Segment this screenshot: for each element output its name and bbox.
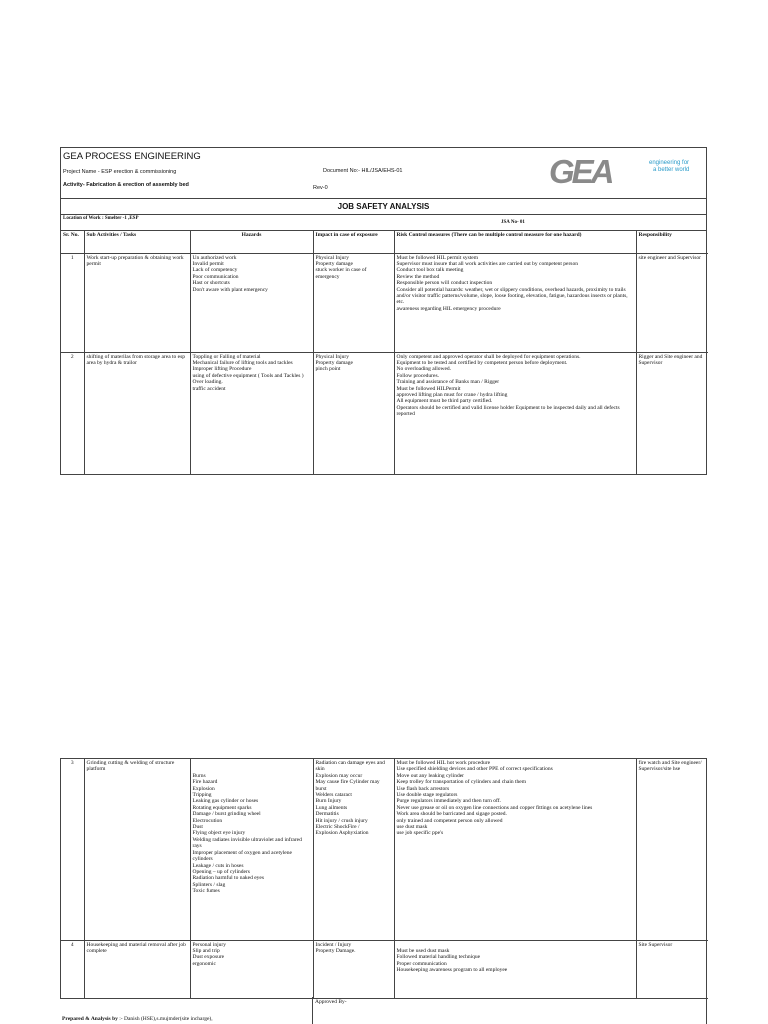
col-header-responsibility: Responsibility <box>636 231 708 253</box>
row-responsibility: Rigger and Site engineer and Supervisor <box>636 352 708 474</box>
row-task: shifting of materilas from storage area to esp area by hydra & trailor <box>84 352 190 474</box>
table-row <box>61 759 708 940</box>
row-controls: Must be followed HIL permit system Supervisor must insure that all work activities are carried out by competent person Conduct tool box talk meeting Review the method Responsible person will conduct inspection Consider all potential hazards: weather, wet or slippery conditions, overhead hazards, proximity to trails and/or visitor traffic patterns/volume, slope, loose footing, elevation, fatigue, hazardous insects or plants, etc. awareness regarding HIL emergency procedure <box>394 253 636 352</box>
row-controls: Must be followed HIL hot work procedure Use specified shielding devices and other PPE of correct specifications Move out any leaking cylinder Keep trolley for transportation of cylinders and chain them Use flash back arrestors Use double stage regulators Purge regulators immediately and then turn off. Never use grease or oil on oxygen line connections and copper fittings on acetylene lines Work area should be barricated and sigage posted. only trained and competent person only allowed use dust mask use job specific ppe's <box>394 759 636 940</box>
signoff-footer <box>60 997 707 1024</box>
row-sr: 2 <box>61 352 84 474</box>
col-header-impact: Impact in case of exposure <box>313 231 394 253</box>
logo-tagline-1: engineering for <box>649 160 690 166</box>
row-controls: Only competent and approved operator shall be deployed for equipment operations. Equipment to be tested and certified by competent person before deployment. No overloading allowed. Follow procedures. Training and assistance of Banks man / Rigger Must be followed HILPermit approved lifting plan must for crane / hydra lifting All equipment must be third party certified. Operators should be certified and valid license holder Equipment to be inspected daily and all defects reported <box>394 352 636 474</box>
table-row <box>61 940 708 998</box>
row-impact: Physical Injury Property damage stuck worker in case of emergency <box>313 253 394 352</box>
row-responsibility: Site Supervisor <box>636 940 708 998</box>
row-hazards: Un authorized work Invalid permit Lack of competency Poor communication Hast or shortcuts Don't aware with plant emergency <box>190 253 313 352</box>
col-header-sr: Sr. No. <box>61 231 84 253</box>
row-sr: 1 <box>61 253 84 352</box>
jsa-sheet <box>60 147 707 475</box>
document-number: Document No:- HIL/JSA/EHS-01 <box>323 168 403 174</box>
row-responsibility: site engineer and Supervisor <box>636 253 708 352</box>
document-header <box>61 148 706 199</box>
row-sr: 4 <box>61 940 84 998</box>
table-row <box>61 352 708 474</box>
company-name: GEA PROCESS ENGINEERING <box>63 151 201 162</box>
gea-logo-mark: GEA <box>549 153 612 190</box>
row-hazards: Personal injury Slip and trip Dust exposure ergonomic <box>190 940 313 998</box>
row-controls: Must be used dust mask Followed material handling technique Proper communication Housekeeping awareness program to all employee <box>394 940 636 998</box>
prepared-by <box>62 1016 213 1022</box>
col-header-controls: Risk Control measures (There can be multiple control measure for one hazard) <box>394 231 636 253</box>
jsa-table-continued <box>61 759 708 999</box>
jsa-table <box>61 231 708 474</box>
table-header-row <box>61 231 708 253</box>
row-hazards: Toppling or Falling of material Mechanical failure of lifting tools and tackles Improper lifting Procedure using of defective equipment ( Tools and Tackles ) Over loading. traffic accident <box>190 352 313 474</box>
approval-box <box>312 997 707 1024</box>
location-of-work: Location of Work : Smelter -1 ,ESP <box>63 216 139 221</box>
row-task: Housekeeping and material removal after job complete <box>84 940 190 998</box>
row-task: Grinding cutting & welding of structure platform <box>84 759 190 940</box>
prepared-names: :- Danish (HSE),s.mujmder(site incharge), <box>117 1016 213 1022</box>
logo-tagline-2: a better world <box>653 167 690 173</box>
col-header-hazards: Hazards <box>190 231 313 253</box>
row-impact: Radiation can damage eyes and skin Explosion may occur May cause fire Cylinder may burst Welders cataract Burn Injury Lung ailments Dermatitis Hit injury / crush injury Electric ShockFire / Explosion Asphyxiation <box>313 759 394 940</box>
table-row <box>61 253 708 352</box>
approved-by: Approved By- <box>315 999 347 1005</box>
row-impact: Incident / Injury Property Damage. <box>313 940 394 998</box>
jsa-sheet-continued <box>60 758 707 999</box>
row-impact: Physical Injury Property damage pinch point <box>313 352 394 474</box>
col-header-task: Sub Activities / Tasks <box>84 231 190 253</box>
row-responsibility: fire watch and Site engineer/ Supervisor/site hse <box>636 759 708 940</box>
row-hazards: Burns Fire hazard Explosion Tripping Leaking gas cylinder or hoses Rotating equipment sparks Damage / burst grinding wheel Electrocution Dust Flying object eye injury Welding radiates invisible ultraviolet and infrared rays Improper placement of oxygen and acetylene cylinders Leakage / cuts in hoses Opening – up of cylinders Radiation harmful to naked eyes Splinters / slag Toxic fumes <box>190 759 313 940</box>
row-task: Work start-up preparation & obtaining work permit <box>84 253 190 352</box>
gea-logo <box>549 152 699 192</box>
document-title: JOB SAFETY ANALYSIS <box>61 199 706 215</box>
prepared-label: Prepared & Analysis by <box>62 1016 118 1022</box>
project-name: Project Name - ESP erection & commissioning <box>63 169 177 175</box>
jsa-number: JSA No- 01 <box>501 220 525 225</box>
row-sr: 3 <box>61 759 84 940</box>
activity-name: Activity- Fabrication & erection of assembly bed <box>63 182 189 188</box>
revision: Rev-0 <box>313 185 328 191</box>
location-row <box>61 215 706 231</box>
